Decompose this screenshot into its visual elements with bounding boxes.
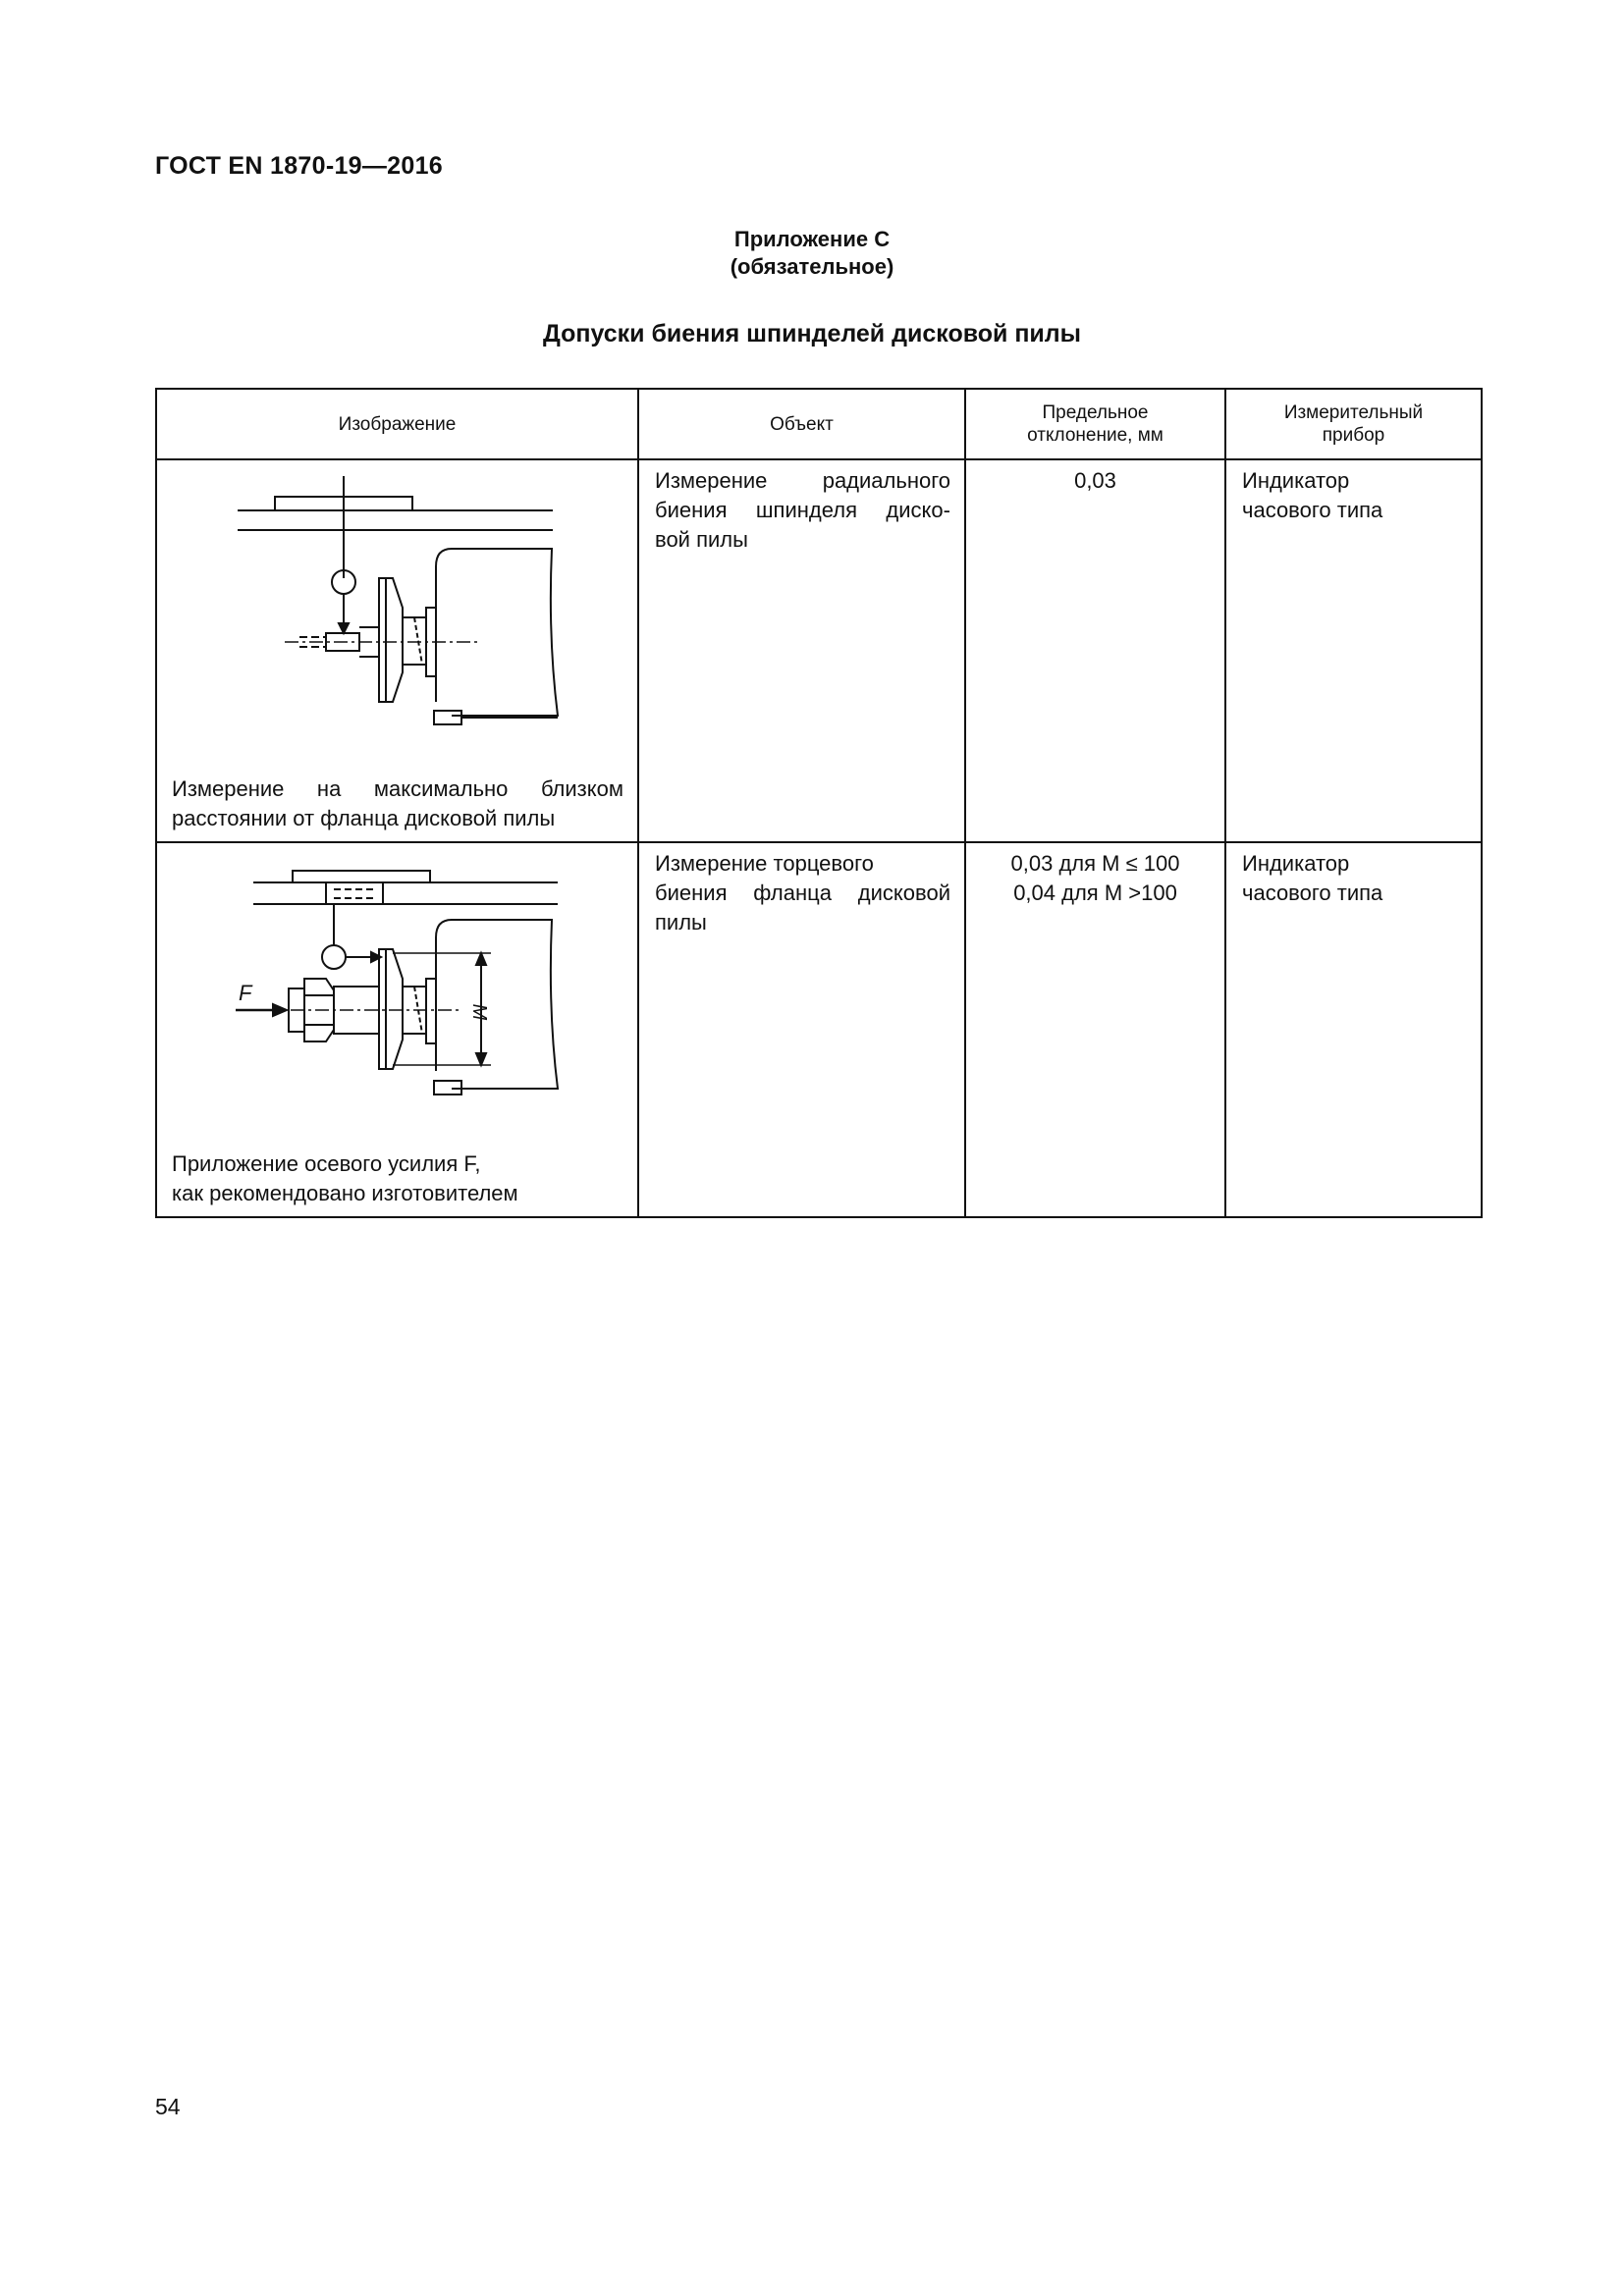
- object-radial-line2: биения шпинделя диско-: [655, 498, 950, 522]
- header-image: Изображение: [156, 389, 638, 459]
- axial-runout-diagram: [157, 843, 639, 1138]
- motor-housing: [436, 549, 558, 716]
- object-cell-radial: [638, 459, 965, 842]
- object-radial-line1: Измерение радиального: [655, 468, 950, 493]
- object-cell-axial: [638, 842, 965, 1217]
- image-caption-axial-line1: Приложение осевого усилия F,: [172, 1151, 481, 1176]
- image-caption-radial: [172, 774, 623, 833]
- saw-flange: [379, 578, 403, 702]
- image-caption-radial-line1: Измерение на максимально близком: [172, 776, 623, 801]
- instrument-axial-line2: часового типа: [1242, 881, 1383, 905]
- table-row: [156, 842, 1482, 1217]
- header-instrument: [1225, 389, 1482, 459]
- instrument-radial-line2: часового типа: [1242, 498, 1383, 522]
- motor-housing: [436, 920, 558, 1089]
- image-caption-axial-line2: как рекомендовано изготовителем: [172, 1181, 518, 1205]
- instrument-radial-line1: Индикатор: [1242, 468, 1350, 493]
- annex-heading: [0, 226, 1624, 281]
- saw-flange: [379, 949, 403, 1069]
- radial-runout-diagram: [157, 460, 639, 755]
- document-code: ГОСТ EN 1870-19—2016: [155, 152, 443, 180]
- object-axial-line1: Измерение торцевого: [655, 851, 874, 876]
- force-label: F: [239, 981, 252, 1005]
- indicator-arrow: [339, 623, 349, 633]
- housing-foot: [434, 711, 461, 724]
- image-caption-axial: [172, 1149, 623, 1208]
- annex-status: (обязательное): [730, 254, 894, 279]
- tolerance-axial-line2: 0,04 для M >100: [1013, 881, 1177, 905]
- annex-title: Приложение С: [733, 227, 891, 251]
- image-caption-radial-line2: расстоянии от фланца дисковой пилы: [172, 806, 556, 830]
- instrument-axial-line1: Индикатор: [1242, 851, 1350, 876]
- tolerance-radial-line1: 0,03: [1074, 468, 1116, 493]
- instrument-cell-radial: [1225, 459, 1482, 842]
- image-cell-radial: [156, 459, 638, 842]
- object-axial-line3: пилы: [655, 910, 707, 934]
- header-tolerance: [965, 389, 1225, 459]
- header-instrument-line1: Измерительный: [1283, 402, 1424, 423]
- saw-blade-top: [293, 871, 430, 882]
- tolerance-axial-line1: 0,03 для M ≤ 100: [1010, 851, 1180, 876]
- object-radial-line3: вой пилы: [655, 527, 748, 552]
- header-tolerance-line2: отклонение, мм: [1027, 425, 1164, 446]
- table-header-row: [156, 389, 1482, 459]
- dimension-label: M: [468, 1003, 490, 1021]
- page-number: 54: [155, 2094, 181, 2119]
- dial-indicator-circle: [322, 945, 346, 969]
- tolerance-cell-axial: [965, 842, 1225, 1217]
- instrument-cell-axial: [1225, 842, 1482, 1217]
- header-tolerance-line1: Предельное: [1042, 402, 1149, 423]
- tolerance-table: [155, 388, 1483, 1218]
- header-instrument-line2: прибор: [1322, 425, 1385, 446]
- document-title: Допуски биения шпинделей дисковой пилы: [542, 320, 1082, 347]
- tolerance-cell-radial: [965, 459, 1225, 842]
- table-row: [156, 459, 1482, 842]
- header-object: Объект: [638, 389, 965, 459]
- image-cell-axial: [156, 842, 638, 1217]
- object-axial-line2: биения фланца дисковой: [655, 881, 950, 905]
